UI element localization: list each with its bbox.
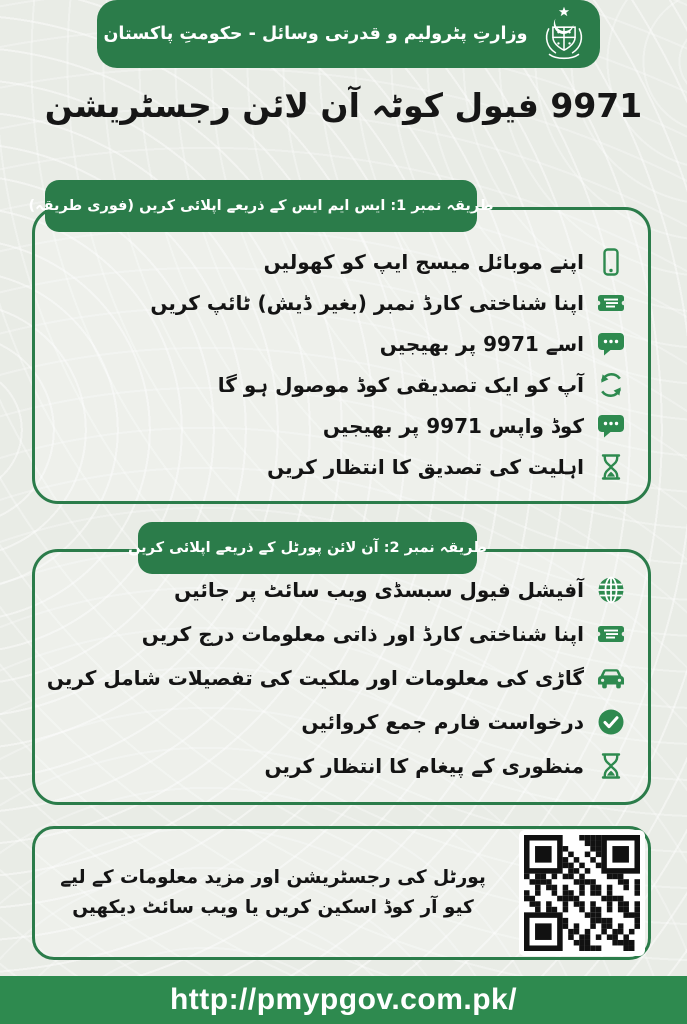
website-url: http://pmypgov.com.pk/	[169, 983, 518, 1016]
step-row	[35, 744, 648, 788]
qr-instruction-line2: کیو آر کوڈ اسکین کریں یا ویب سائٹ دیکھیں	[72, 897, 474, 918]
refresh-icon	[596, 370, 626, 400]
step-text: درخواست فارم جمع کروائیں	[301, 710, 584, 734]
step-row	[35, 612, 648, 656]
hourglass-icon	[596, 751, 626, 781]
globe-icon	[596, 575, 626, 605]
step-text: منظوری کے پیغام کا انتظار کریں	[264, 754, 584, 778]
step-row	[35, 405, 648, 446]
page-title: 9971 فیول کوٹہ آن لائن رجسٹریشن	[44, 86, 643, 125]
step-text: اہلیت کی تصدیق کا انتظار کریں	[267, 454, 584, 479]
chat-bubble-icon	[596, 329, 626, 359]
step-row	[35, 700, 648, 744]
step-text: اپنا شناختی کارڈ اور ذاتی معلومات درج کریں	[141, 622, 584, 646]
step-text: اپنا شناختی کارڈ نمبر (بغیر ڈیش) ٹائپ کریں	[150, 290, 584, 315]
qr-instructions	[35, 863, 511, 922]
method2-steps-box	[32, 549, 651, 805]
step-row	[35, 656, 648, 700]
step-row	[35, 364, 648, 405]
step-row	[35, 323, 648, 364]
step-text: اسے 9971 پر بھیجیں	[379, 331, 584, 356]
step-text: اپنے موبائل میسج ایپ کو کھولیں	[263, 249, 584, 274]
ministry-name: وزارتِ پٹرولیم و قدرتی وسائل - حکومتِ پاکستان	[103, 24, 528, 44]
qr-code	[519, 830, 645, 956]
method1-heading: طریقہ نمبر 1: ایس ایم ایس کے ذریعے اپلائی کریں (فوری طریقہ)	[45, 180, 477, 232]
step-text: آفیشل فیول سبسڈی ویب سائٹ پر جائیں	[174, 578, 584, 602]
car-icon	[596, 663, 626, 693]
check-circle-icon	[596, 707, 626, 737]
step-row	[35, 446, 648, 487]
method2-heading: طریقہ نمبر 2: آن لائن پورٹل کے ذریعے اپلائی کریں	[138, 522, 477, 574]
id-card-icon	[596, 288, 626, 318]
step-row	[35, 241, 648, 282]
step-row	[35, 282, 648, 323]
step-text: آپ کو ایک تصدیقی کوڈ موصول ہو گا	[217, 372, 584, 397]
pakistan-state-emblem-icon	[538, 5, 590, 63]
ministry-header-bar	[97, 0, 600, 68]
qr-info-box	[32, 826, 651, 960]
chat-bubble-icon	[596, 411, 626, 441]
footer-bar	[0, 976, 687, 1024]
id-card-icon	[596, 619, 626, 649]
smartphone-icon	[596, 247, 626, 277]
step-row	[35, 568, 648, 612]
step-text: گاڑی کی معلومات اور ملکیت کی تفصیلات شامل کریں	[46, 666, 584, 690]
qr-instruction-line1: پورٹل کی رجسٹریشن اور مزید معلومات کے لیے	[60, 867, 486, 889]
method1-steps-box	[32, 207, 651, 504]
step-text: کوڈ واپس 9971 پر بھیجیں	[322, 413, 584, 438]
hourglass-icon	[596, 452, 626, 482]
